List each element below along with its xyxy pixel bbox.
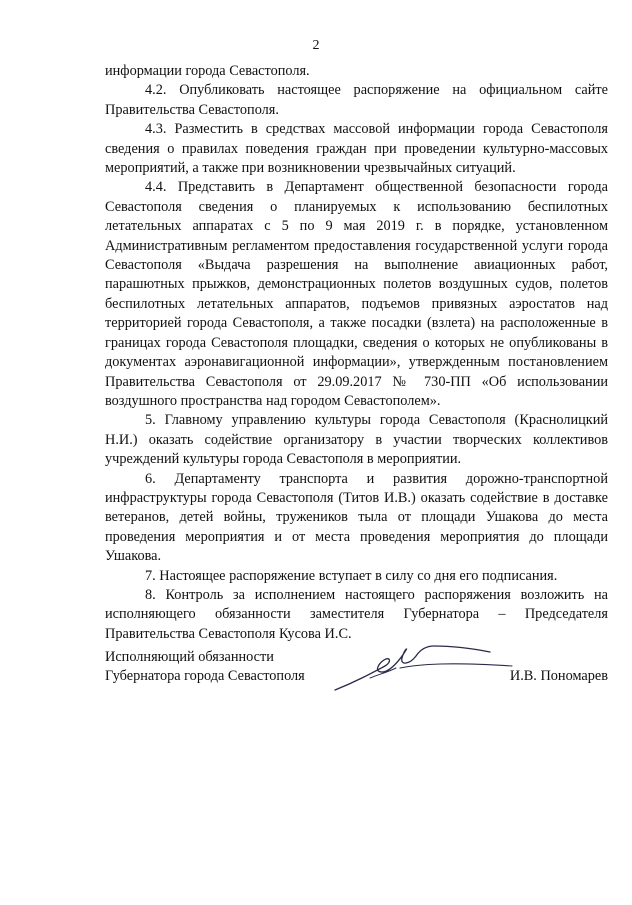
paragraph-4-4: 4.4. Представить в Департамент общественной безопасности города Севастополя сведения о планируемых к использованию беспилотных летательных аппаратах с 5 по 9 мая 2019 г. в порядке, установленном Административным регламентом предоставления государственной услуги города Севастополя «Выдача разрешения на выполнение авиационных работ, парашютных прыжков, демонстрационных полетов воздушных судов, полетов беспилотных летательных аппаратов, подъемов привязных аэростатов над территорией города Севастополя, а также посадки (взлета) на расположенные в границах города Севастополя площадки, сведения о которых не опубликованы в документах аэронавигационной информации», утвержденным постановлением Правительства Севастополя от 29.09.2017 № 730-ПП «Об использовании воздушного пространства над городом Севастополем».	[105, 179, 608, 409]
signatory-name: И.В. Пономарев	[509, 668, 608, 684]
signatory-title-line2: Губернатора города Севастополя	[105, 668, 305, 684]
handwritten-signature	[330, 638, 515, 698]
page-number: 2	[312, 38, 320, 53]
paragraph-8: 8. Контроль за исполнением настоящего распоряжения возложить на исполняющего обязанности заместителя Губернатора – Председателя Правительства Севастополя Кусова И.С.	[105, 586, 608, 642]
paragraph-continuation: информации города Севастополя.	[105, 63, 310, 79]
paragraph-4-2: 4.2. Опубликовать настоящее распоряжение на официальном сайте Правительства Севастополя.	[105, 82, 608, 118]
document-body	[105, 62, 608, 644]
paragraph-5: 5. Главному управлению культуры города Севастополя (Краснолицкий Н.И.) оказать содействие организатору в участии творческих коллективов учреждений культуры города Севастополя в мероприятии.	[105, 412, 608, 468]
paragraph-6: 6. Департаменту транспорта и развития дорожно-транспортной инфраструктуры города Севастополя (Титов И.В.) оказать содействие в доставке ветеранов, детей войны, тружеников тыла от площади Ушакова до места проведения мероприятия и от места проведения мероприятия до площади Ушакова.	[105, 470, 608, 565]
paragraph-7: 7. Настоящее распоряжение вступает в силу со дня его подписания.	[145, 567, 558, 584]
paragraph-4-3: 4.3. Разместить в средствах массовой информации города Севастополя сведения о правилах поведения граждан при проведении культурно-массовых мероприятий, а также при возникновении чрезвычайных ситуаций.	[105, 121, 608, 177]
signatory-title-line1: Исполняющий обязанности	[105, 649, 274, 665]
